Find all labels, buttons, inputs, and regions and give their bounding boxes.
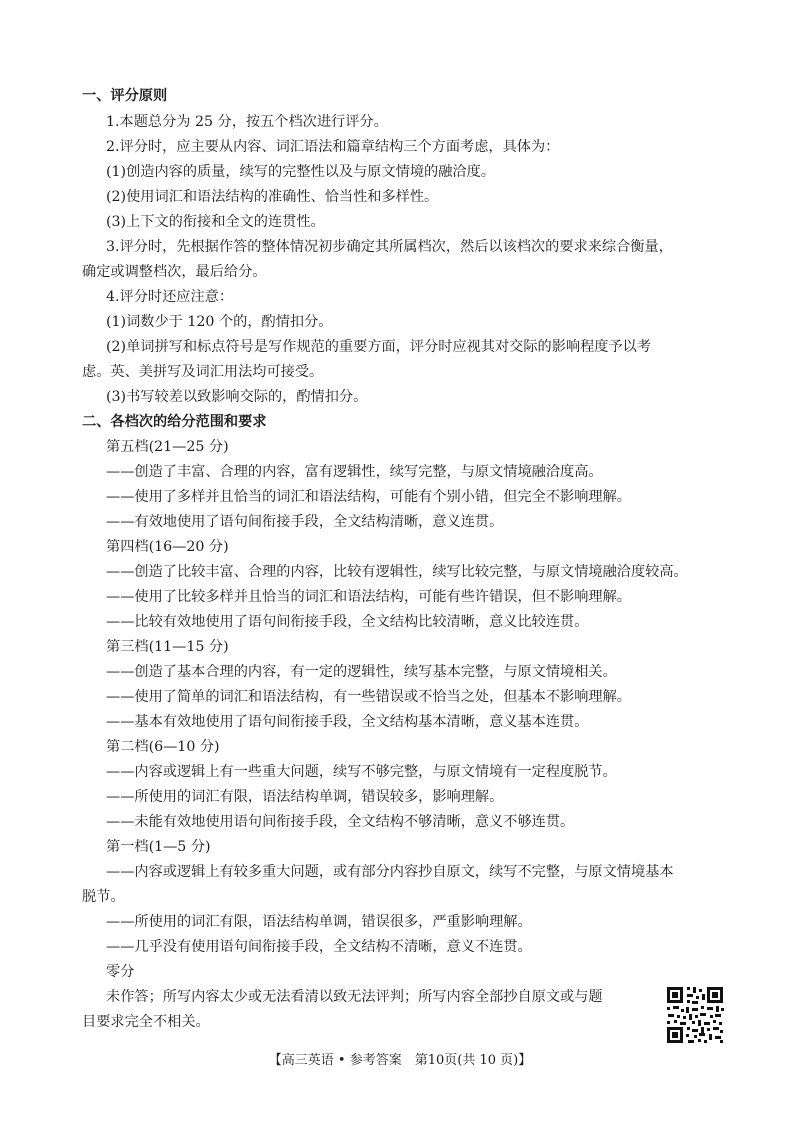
rule-3-line-2: 确定或调整档次，最后给分。 xyxy=(82,264,267,280)
rule-4-item-2-line-2: 虑。英、美拼写及词汇用法均可接受。 xyxy=(82,364,324,380)
grade-3-item: ——创造了基本合理的内容，有一定的逻辑性，续写基本完整，与原文情境相关。 xyxy=(106,664,617,680)
rule-4: 4.评分时还应注意： xyxy=(106,289,234,305)
rule-4-item-3: (3)书写较差以致影响交际的，酌情扣分。 xyxy=(106,389,368,405)
grade-3-item: ——使用了简单的词汇和语法结构，有一些错误或不恰当之处，但基本不影响理解。 xyxy=(106,689,631,705)
grade-5-item: ——使用了多样并且恰当的词汇和语法结构，可能有个别小错，但完全不影响理解。 xyxy=(106,489,631,505)
qr-code-icon xyxy=(665,985,725,1045)
grade-5-item: ——有效地使用了语句间衔接手段，全文结构清晰，意义连贯。 xyxy=(106,514,504,530)
rule-2-item-2: (2)使用词汇和语法结构的准确性、恰当性和多样性。 xyxy=(106,189,439,205)
grade-3-title: 第三档(11—15 分) xyxy=(106,639,229,655)
grade-1-item-3: ——几乎没有使用语句间衔接手段，全文结构不清晰，意义不连贯。 xyxy=(106,939,532,955)
grade-2-item: ——未能有效地使用语句间衔接手段，全文结构不够清晰，意义不够连贯。 xyxy=(106,814,575,830)
grade-1-item-2: ——所使用的词汇有限，语法结构单调，错误很多，严重影响理解。 xyxy=(106,914,532,930)
grade-4-item: ——创造了比较丰富、合理的内容，比较有逻辑性，续写比较完整，与原文情境融洽度较高。 xyxy=(106,564,688,580)
rule-2-item-1: (1)创造内容的质量，续写的完整性以及与原文情境的融洽度。 xyxy=(106,164,495,180)
grade-5-title: 第五档(21—25 分) xyxy=(106,439,229,455)
grade-1-item-1-line-2: 脱节。 xyxy=(82,889,125,905)
grade-5-item: ——创造了丰富、合理的内容，富有逻辑性，续写完整，与原文情境融洽度高。 xyxy=(106,464,603,480)
grade-4-title: 第四档(16—20 分) xyxy=(106,539,229,555)
rule-2: 2.评分时，应主要从内容、词汇语法和篇章结构三个方面考虑，具体为： xyxy=(106,139,560,155)
rule-1: 1.本题总分为 25 分，按五个档次进行评分。 xyxy=(106,114,388,130)
rule-4-item-1: (1)词数少于 120 个的，酌情扣分。 xyxy=(106,314,333,330)
grade-3-item: ——基本有效地使用了语句间衔接手段，全文结构基本清晰，意义基本连贯。 xyxy=(106,714,589,730)
footer-text: 【高三英语 • 参考答案 第10页(共 10 页)】 xyxy=(268,1053,532,1068)
grade-1-item-1-line-1: ——内容或逻辑上有较多重大问题，或有部分内容抄自原文，续写不完整，与原文情境基本 xyxy=(106,864,674,880)
grade-4-item: ——使用了比较多样并且恰当的词汇和语法结构，可能有些许错误，但不影响理解。 xyxy=(106,589,631,605)
rule-4-item-2-line-1: (2)单词拼写和标点符号是写作规范的重要方面，评分时应视其对交际的影响程度予以考 xyxy=(106,339,652,355)
grade-2-item: ——所使用的词汇有限，语法结构单调，错误较多，影响理解。 xyxy=(106,789,504,805)
grade-0-line-1: 未作答；所写内容太少或无法看清以致无法评判；所写内容全部抄自原文或与题 xyxy=(106,989,603,1005)
grade-4-item: ——比较有效地使用了语句间衔接手段，全文结构比较清晰，意义比较连贯。 xyxy=(106,614,589,630)
rule-2-item-3: (3)上下文的衔接和全文的连贯性。 xyxy=(106,214,325,230)
page-footer xyxy=(0,1052,800,1070)
grade-2-item: ——内容或逻辑上有一些重大问题，续写不够完整，与原文情境有一定程度脱节。 xyxy=(106,764,617,780)
grade-2-title: 第二档(6—10 分) xyxy=(106,739,220,755)
grade-1-title: 第一档(1—5 分) xyxy=(106,839,211,855)
section-2-heading: 二、各档次的给分范围和要求 xyxy=(82,414,267,430)
rule-3-line-1: 3.评分时，先根据作答的整体情况初步确定其所属档次，然后以该档次的要求来综合衡量， xyxy=(106,239,673,255)
grade-0-title: 零分 xyxy=(106,964,135,980)
section-1-heading: 一、评分原则 xyxy=(82,88,168,104)
grade-0-line-2: 目要求完全不相关。 xyxy=(82,1014,210,1030)
